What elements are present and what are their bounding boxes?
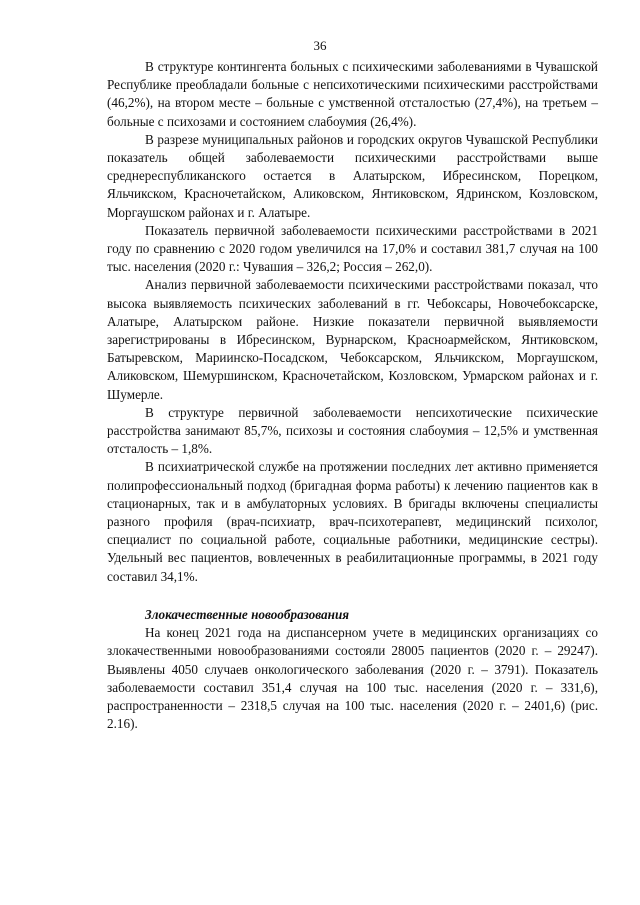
page-number: 36 bbox=[313, 38, 327, 53]
paragraph-neoplasms: На конец 2021 года на диспансерном учете в медицинских организациях со злокачественными новообразованиями состояли 28005 пациентов (2020 г. – 29247). Выявлены 4050 случаев онкологического заболевания (2020 г. – 3791). Показатель заболеваемости составил 351,4 случая на 100 тыс. населения (2020 г. – 331,6), распространенности – 2318,5 случая на 100 тыс. населения (2020 г. – 2401,6) (рис. 2.16). bbox=[107, 625, 598, 732]
document-body bbox=[107, 58, 598, 733]
paragraph-psychiatric-service: В психиатрической службе на протяжении последних лет активно применяется полипрофессиональный подход (бригадная форма работы) к лечению пациентов как в стационарных, так и в амбулаторных условиях. В бригады включены специалисты разного профиля (врач-психиатр, врач-психотерапевт, медицинский психолог, специалист по социальной работе, социальные работники, медицинские сестры). Удельный вес пациентов, вовлеченных в реабилитационные программы, в 2021 году составил 34,1%. bbox=[107, 459, 598, 584]
paragraph-primary-incidence: Показатель первичной заболеваемости психическими расстройствами в 2021 году по сравнению с 2020 годом увеличился на 17,0% и составил 381,7 случая на 100 тыс. населения (2020 г.: Чувашия – 326,2; Россия – 262,0). bbox=[107, 222, 598, 275]
paragraph-districts: В разрезе муниципальных районов и городских округов Чувашской Республики показатель общей заболеваемости психическими расстройствами выше среднереспубликанского остается в Алатырском, Ибресинском, Порецком, Яльчикском, Красночетайском, Аликовском, Янтиковском, Ядринском, Козловском, Моргаушском районах и г. Алатыре. bbox=[107, 131, 598, 220]
paragraph-incidence-analysis: Анализ первичной заболеваемости психическими расстройствами показал, что высока выявляемость психических заболеваний в гг. Чебоксары, Новочебоксарске, Алатыре, Алатырском районе. Низкие показатели первичной выявляемости зарегистрированы в Ибресинском, Вурнарском, Красноармейском, Янтиковском, Батыревском, Мариинско-Посадском, Чебоксарском, Яльчикском, Моргаушском, Аликовском, Шемуршинском, Красночетайском, Козловском, Урмарском районах и г. Шумерле. bbox=[107, 277, 598, 402]
paragraph-mental-structure: В структуре контингента больных с психическими заболеваниями в Чувашской Республике преобладали больные с непсихотическими психическими расстройствами (46,2%), на втором месте – больные с умственной отсталостью (27,4%), на третьем – больные с психозами и состоянием слабоумия (26,4%). bbox=[107, 59, 598, 129]
paragraph-primary-structure: В структуре первичной заболеваемости непсихотические психические расстройства занимают 85,7%, психозы и состояния слабоумия – 12,5% и умственная отсталость – 1,8%. bbox=[107, 404, 598, 457]
section-heading: Злокачественные новообразования bbox=[145, 606, 350, 622]
